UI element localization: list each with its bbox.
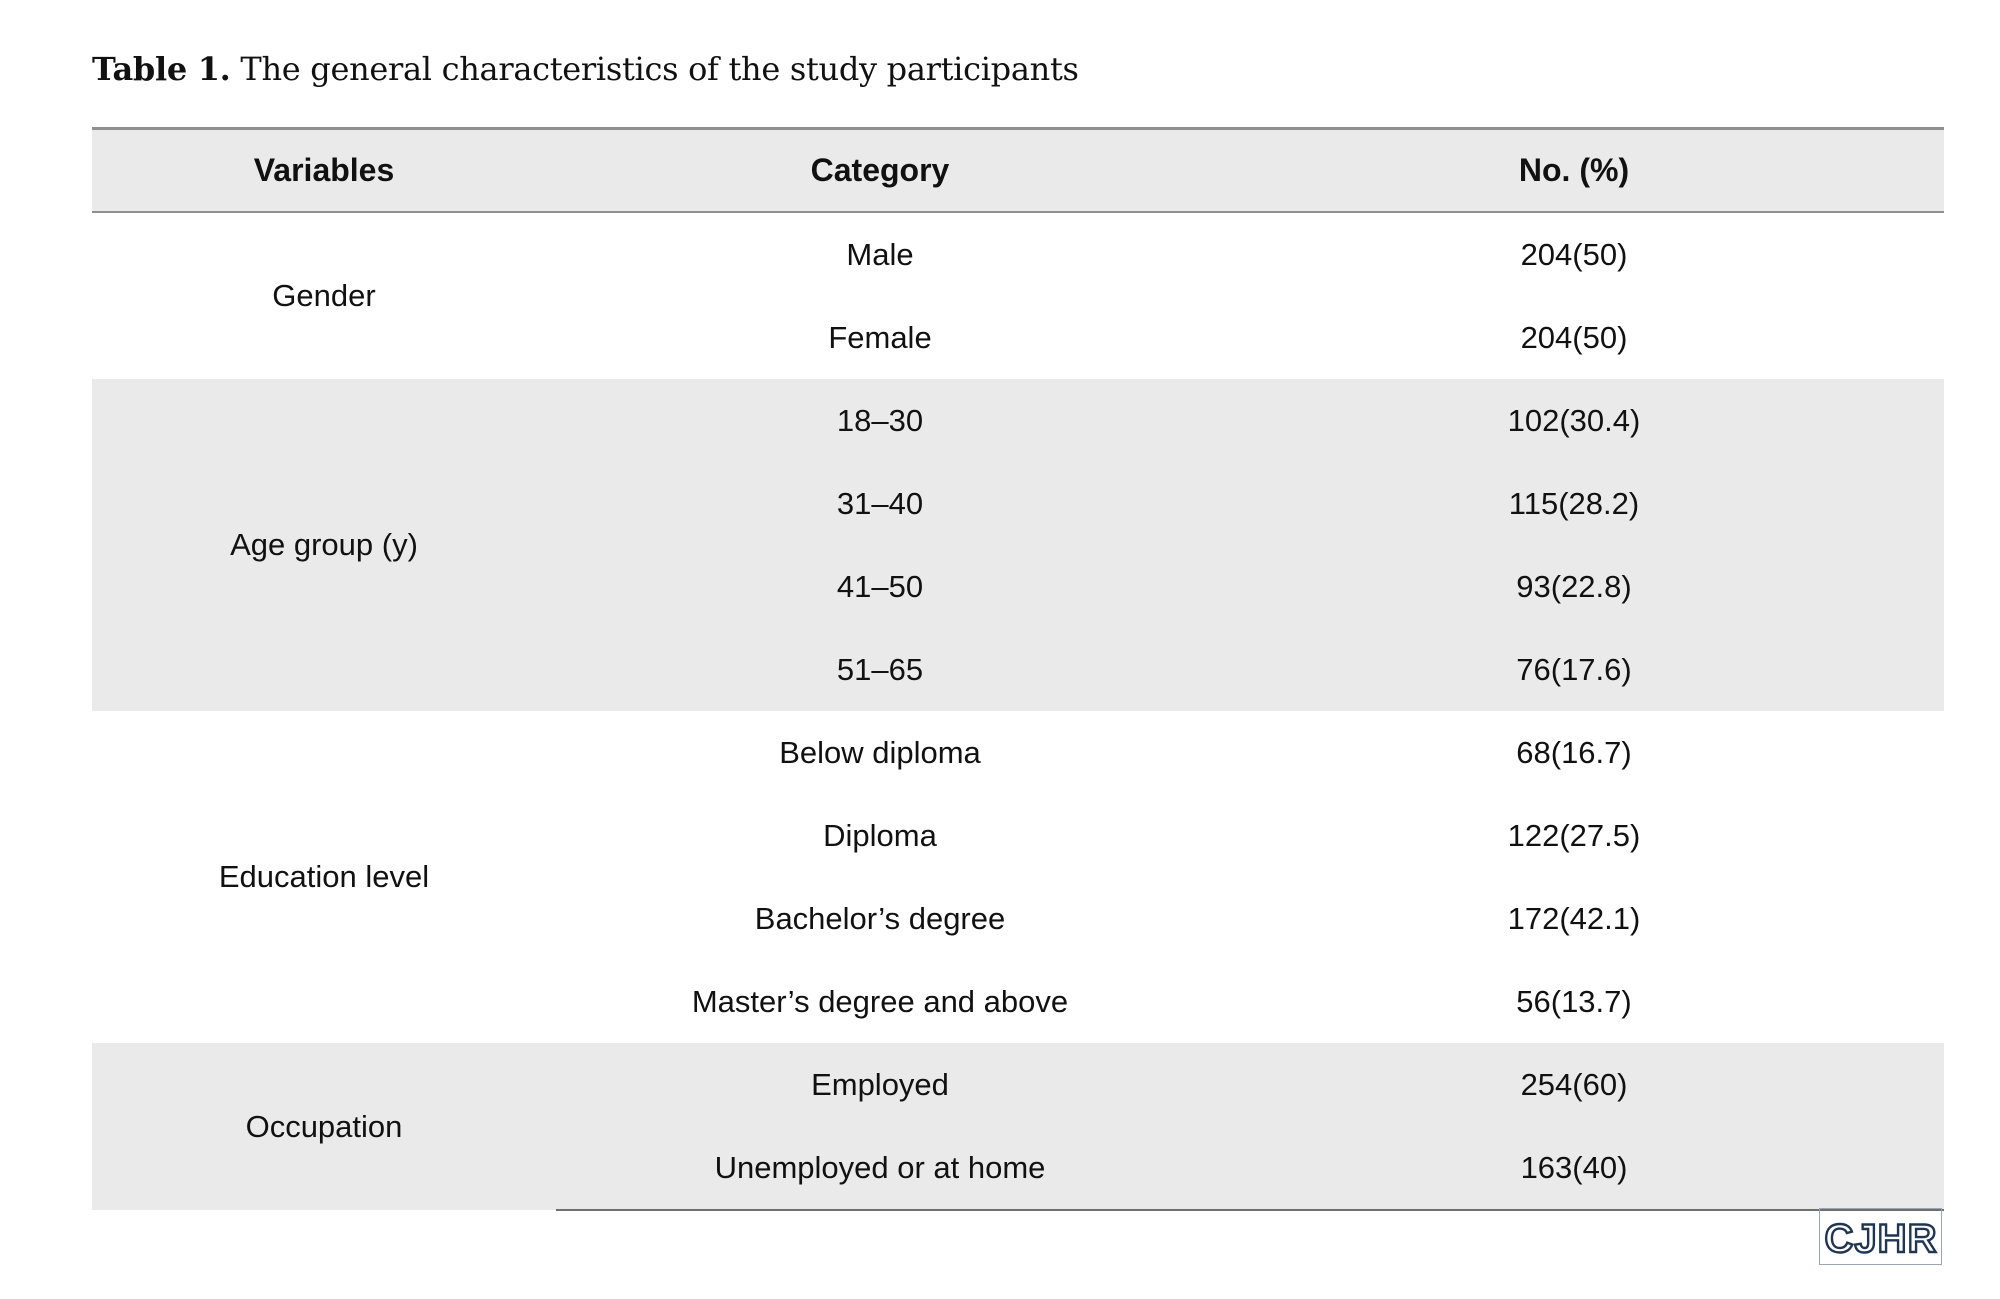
variable-occupation: Occupation xyxy=(92,1043,556,1210)
variable-education-level: Education level xyxy=(218,859,430,894)
journal-logo xyxy=(1819,1208,1942,1265)
value-cell: 204(50) xyxy=(1520,319,1628,355)
category-cell: 41–50 xyxy=(556,545,1204,628)
value-cell: 254(60) xyxy=(1204,1043,1944,1126)
variable-age-group: Age group (y) xyxy=(92,379,556,711)
value-cell: 122(27.5) xyxy=(1507,817,1641,853)
journal-logo-text: CJHR xyxy=(1824,1216,1937,1261)
header-category: Category xyxy=(556,129,1204,213)
category-cell: 18–30 xyxy=(556,379,1204,462)
table-row xyxy=(92,212,1944,296)
value-cell: 68(16.7) xyxy=(1516,734,1632,770)
value-cell: 102(30.4) xyxy=(1204,379,1944,462)
table-row xyxy=(92,711,1944,794)
category-cell: Bachelor’s degree xyxy=(754,900,1006,936)
category-cell: Male xyxy=(846,236,914,272)
category-cell: Diploma xyxy=(823,817,937,853)
table-caption-text: The general characteristics of the study participants xyxy=(230,50,1079,88)
value-cell: 204(50) xyxy=(1520,236,1628,272)
header-variables: Variables xyxy=(92,129,556,213)
category-cell: Unemployed or at home xyxy=(556,1126,1204,1210)
variable-gender: Gender xyxy=(272,278,376,313)
category-cell: Female xyxy=(828,319,932,355)
table-row xyxy=(92,1043,1944,1126)
value-cell: 93(22.8) xyxy=(1204,545,1944,628)
category-cell: 31–40 xyxy=(556,462,1204,545)
table-caption-label: Table 1. xyxy=(92,50,231,88)
category-cell: 51–65 xyxy=(556,628,1204,711)
value-cell: 56(13.7) xyxy=(1516,983,1632,1019)
table-caption xyxy=(92,50,1079,88)
category-cell: Employed xyxy=(556,1043,1204,1126)
table-header-row xyxy=(92,129,1944,213)
value-cell: 76(17.6) xyxy=(1204,628,1944,711)
table-row xyxy=(92,379,1944,462)
value-cell: 115(28.2) xyxy=(1204,462,1944,545)
journal-logo-mark xyxy=(1823,1212,1939,1262)
characteristics-table xyxy=(92,127,1944,1211)
value-cell: 172(42.1) xyxy=(1507,900,1641,936)
header-count-percent: No. (%) xyxy=(1204,129,1944,213)
value-cell: 163(40) xyxy=(1204,1126,1944,1210)
category-cell: Master’s degree and above xyxy=(691,983,1069,1019)
category-cell: Below diploma xyxy=(779,734,981,770)
